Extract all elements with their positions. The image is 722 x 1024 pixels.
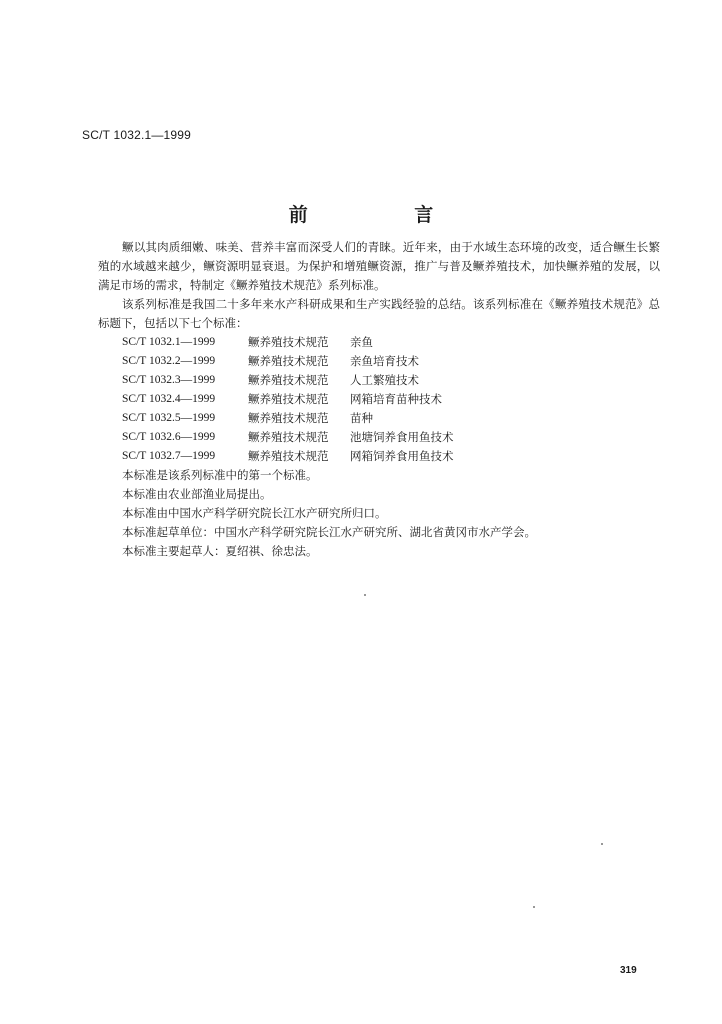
standard-code-header: SC/T 1032.1—1999 [82,128,192,142]
standard-item [98,333,660,352]
standard-item-code: SC/T 1032.6—1999 [122,431,216,443]
standard-item-topic: 亲鱼培育技术 [350,354,419,368]
standard-item-series: 鳜养殖技术规范 [248,373,329,387]
standard-item-topic: 人工繁殖技术 [350,373,419,387]
standards-list [98,333,660,466]
standard-item-topic: 网箱培育苗种技术 [350,392,442,406]
standard-item-series: 鳜养殖技术规范 [248,411,329,425]
closing-line: 本标准由中国水产科学研究院长江水产研究所归口。 [122,506,387,520]
standard-item [98,352,660,371]
page-number: 319 [620,965,637,976]
closing-line: 本标准是该系列标准中的第一个标准。 [122,468,318,482]
foreword-body [98,238,660,561]
scan-speck [533,906,535,908]
standard-item [98,409,660,428]
standard-item-code: SC/T 1032.1—1999 [122,336,216,348]
standard-item-series: 鳜养殖技术规范 [248,430,329,444]
paragraph-series: 该系列标准是我国二十多年来水产科研成果和生产实践经验的总结。该系列标准在《鳜养殖技术规范》总标题下，包括以下七个标准： [98,297,660,330]
standard-item-code: SC/T 1032.3—1999 [122,374,216,386]
page-title: 前 言 [288,204,484,226]
closing-line: 本标准由农业部渔业局提出。 [122,487,272,501]
standard-item [98,371,660,390]
standard-item-series: 鳜养殖技术规范 [248,449,329,463]
standard-item-topic: 池塘饲养食用鱼技术 [350,430,454,444]
standard-item-series: 鳜养殖技术规范 [248,354,329,368]
standard-item-code: SC/T 1032.4—1999 [122,393,216,405]
standard-item [98,390,660,409]
standard-item [98,428,660,447]
standard-item-topic: 苗种 [350,411,373,425]
standard-item-series: 鳜养殖技术规范 [248,335,329,349]
standard-item-code: SC/T 1032.2—1999 [122,355,216,367]
closing-line: 本标准起草单位：中国水产科学研究院长江水产研究所、湖北省黄冈市水产学会。 [122,525,536,539]
paragraph-intro: 鳜以其肉质细嫩、味美、营养丰富而深受人们的青睐。近年来，由于水域生态环境的改变，适合鳜生长繁殖的水域越来越少，鳜资源明显衰退。为保护和增殖鳜资源，推广与普及鳜养殖技术，加快鳜养殖的发展，以满足市场的需求，特制定《鳜养殖技术规范》系列标准。 [98,240,660,292]
standard-item-topic: 网箱饲养食用鱼技术 [350,449,454,463]
standard-item-code: SC/T 1032.7—1999 [122,450,216,462]
standard-item-topic: 亲鱼 [350,335,373,349]
scan-speck [601,843,603,845]
standard-item-series: 鳜养殖技术规范 [248,392,329,406]
scan-speck [364,594,366,596]
standard-item-code: SC/T 1032.5—1999 [122,412,216,424]
standard-item [98,447,660,466]
closing-line: 本标准主要起草人：夏绍祺、徐忠法。 [122,544,318,558]
